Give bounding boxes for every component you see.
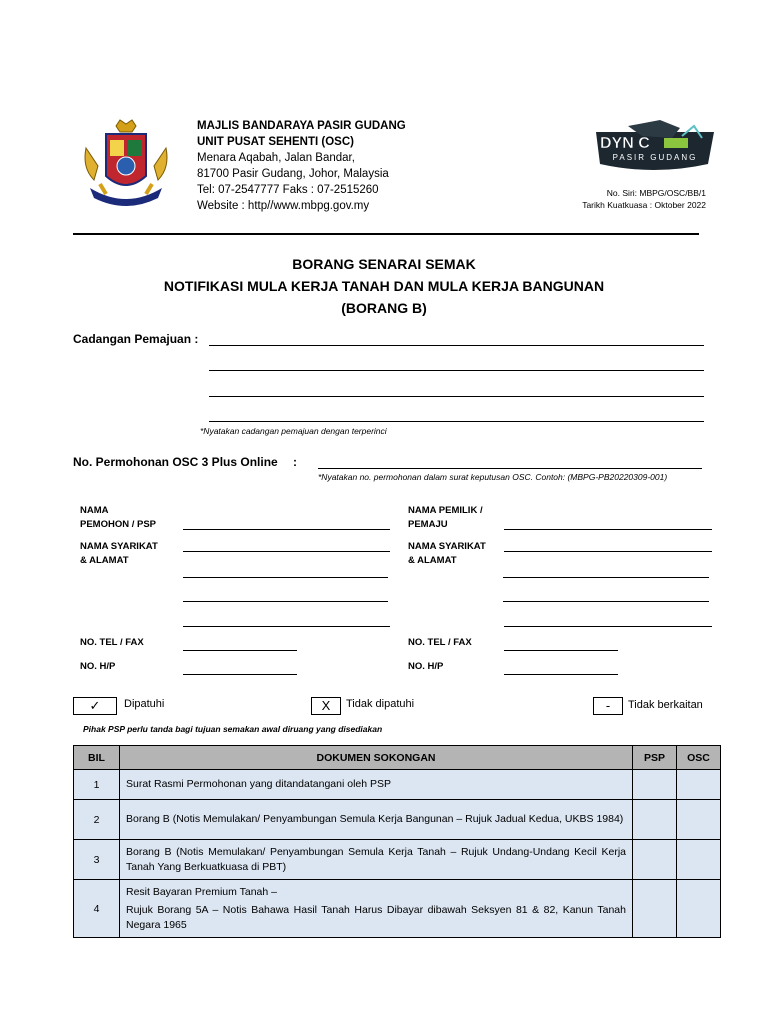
dynamic-pasir-gudang-logo [590, 118, 720, 178]
dipatuhi-mark-box: ✓ [73, 697, 117, 715]
syarikat-line-1[interactable] [183, 551, 390, 552]
psp-check-cell[interactable] [633, 840, 677, 880]
no-tel-label: NO. TEL / FAX [80, 637, 144, 648]
tidak-dipatuhi-mark-box: X [311, 697, 341, 715]
header-bil: BIL [74, 746, 120, 770]
no-siri: No. Siri: MBPG/OSC/BB/1 [606, 188, 706, 198]
r-no-hp-label: NO. H/P [408, 661, 444, 672]
header-osc: OSC [677, 746, 721, 770]
nama-pemilik-label: NAMA PEMILIK / PEMAJU [408, 505, 483, 530]
org-address-1: Menara Aqabah, Jalan Bandar, [197, 152, 355, 164]
nama-pemohon-label: NAMA PEMOHON / PSP [80, 505, 157, 530]
permohonan-input-line[interactable] [318, 468, 702, 469]
header-divider [73, 233, 699, 235]
no-hp-field[interactable] [183, 674, 297, 675]
no-tel-field[interactable] [183, 650, 297, 651]
table-row [74, 800, 721, 840]
table-header-row [74, 746, 721, 770]
header-dokumen: DOKUMEN SOKONGAN [120, 746, 633, 770]
psp-check-cell[interactable] [633, 800, 677, 840]
cadangan-label: Cadangan Pemajuan : [73, 332, 199, 346]
org-name: MAJLIS BANDARAYA PASIR GUDANG [197, 120, 406, 132]
psp-check-cell[interactable] [633, 770, 677, 800]
r-syarikat-line-4[interactable] [504, 626, 712, 627]
r-no-tel-label: NO. TEL / FAX [408, 637, 472, 648]
form-title-1: BORANG SENARAI SEMAK [292, 256, 476, 272]
form-title-3: (BORANG B) [341, 300, 427, 316]
org-address-2: 81700 Pasir Gudang, Johor, Malaysia [197, 168, 389, 180]
dipatuhi-label: Dipatuhi [124, 698, 165, 710]
logo-text-top: DYN C [600, 135, 650, 152]
cadangan-line-2[interactable] [209, 370, 704, 371]
psp-instruction: Pihak PSP perlu tanda bagi tujuan semakan awal diruang yang disediakan [83, 724, 383, 734]
org-unit: UNIT PUSAT SEHENTI (OSC) [197, 136, 354, 148]
syarikat-line-4[interactable] [183, 626, 390, 627]
osc-check-cell[interactable] [677, 880, 721, 938]
org-website: Website : http//www.mbpg.gov.my [197, 200, 370, 212]
nama-syarikat-label: NAMA SYARIKAT & ALAMAT [80, 541, 158, 566]
tarikh-kuatkuasa: Tarikh Kuatkuasa : Oktober 2022 [582, 200, 706, 210]
cadangan-note: *Nyatakan cadangan pemajuan dengan terperinci [200, 426, 387, 436]
nama-pemilik-field[interactable] [504, 529, 712, 530]
row-dokumen: Resit Bayaran Premium Tanah – Rujuk Borang 5A – Notis Bahawa Hasil Tanah Harus Dibayar dibawah Seksyen 81 & 82, Kanun Tanah Negara 1965 [120, 880, 633, 938]
cadangan-line-3[interactable] [209, 396, 704, 397]
row-dokumen: Surat Rasmi Permohonan yang ditandatangani oleh PSP [120, 770, 633, 800]
row-dokumen: Borang B (Notis Memulakan/ Penyambungan Semula Kerja Bangunan – Rujuk Jadual Kedua, UKBS 1984) [120, 800, 633, 840]
org-tel-fax: Tel: 07-2547777 Faks : 07-2515260 [197, 184, 379, 196]
form-title-2: NOTIFIKASI MULA KERJA TANAH DAN MULA KERJA BANGUNAN [163, 278, 605, 294]
table-row [74, 770, 721, 800]
r-no-tel-field[interactable] [504, 650, 618, 651]
tidak-dipatuhi-label: Tidak dipatuhi [346, 698, 415, 710]
row-bil: 4 [74, 880, 120, 938]
psp-check-cell[interactable] [633, 880, 677, 938]
osc-check-cell[interactable] [677, 770, 721, 800]
permohonan-colon: : [293, 455, 297, 469]
r-syarikat-line-1[interactable] [504, 551, 712, 552]
mbpg-crest-logo [80, 118, 172, 214]
r-no-hp-field[interactable] [504, 674, 618, 675]
permohonan-label: No. Permohonan OSC 3 Plus Online [73, 455, 278, 469]
tidak-berkaitan-label: Tidak berkaitan [628, 699, 703, 711]
dokumen-sokongan-table [73, 745, 721, 938]
row-dokumen: Borang B (Notis Memulakan/ Penyambungan Semula Kerja Tanah – Rujuk Undang-Undang Kecil Kerja Tanah Yang Berkuatkuasa di PBT) [120, 840, 633, 880]
tidak-berkaitan-mark-box: - [593, 697, 623, 715]
r-nama-syarikat-label: NAMA SYARIKAT & ALAMAT [408, 541, 486, 566]
row-bil: 3 [74, 840, 120, 880]
permohonan-note: *Nyatakan no. permohonan dalam surat keputusan OSC. Contoh: (MBPG-PB20220309-001) [318, 472, 668, 482]
header-psp: PSP [633, 746, 677, 770]
cadangan-line-1[interactable] [209, 345, 704, 346]
syarikat-line-3[interactable] [183, 601, 388, 602]
row-bil: 2 [74, 800, 120, 840]
logo-text-bottom: PASIR GUDANG [612, 153, 698, 162]
nama-pemohon-field[interactable] [183, 529, 390, 530]
r-syarikat-line-3[interactable] [503, 601, 709, 602]
r-syarikat-line-2[interactable] [503, 577, 709, 578]
table-row [74, 880, 721, 938]
no-hp-label: NO. H/P [80, 661, 116, 672]
cadangan-line-4[interactable] [209, 421, 704, 422]
osc-check-cell[interactable] [677, 800, 721, 840]
table-row [74, 840, 721, 880]
row-bil: 1 [74, 770, 120, 800]
syarikat-line-2[interactable] [183, 577, 388, 578]
osc-check-cell[interactable] [677, 840, 721, 880]
